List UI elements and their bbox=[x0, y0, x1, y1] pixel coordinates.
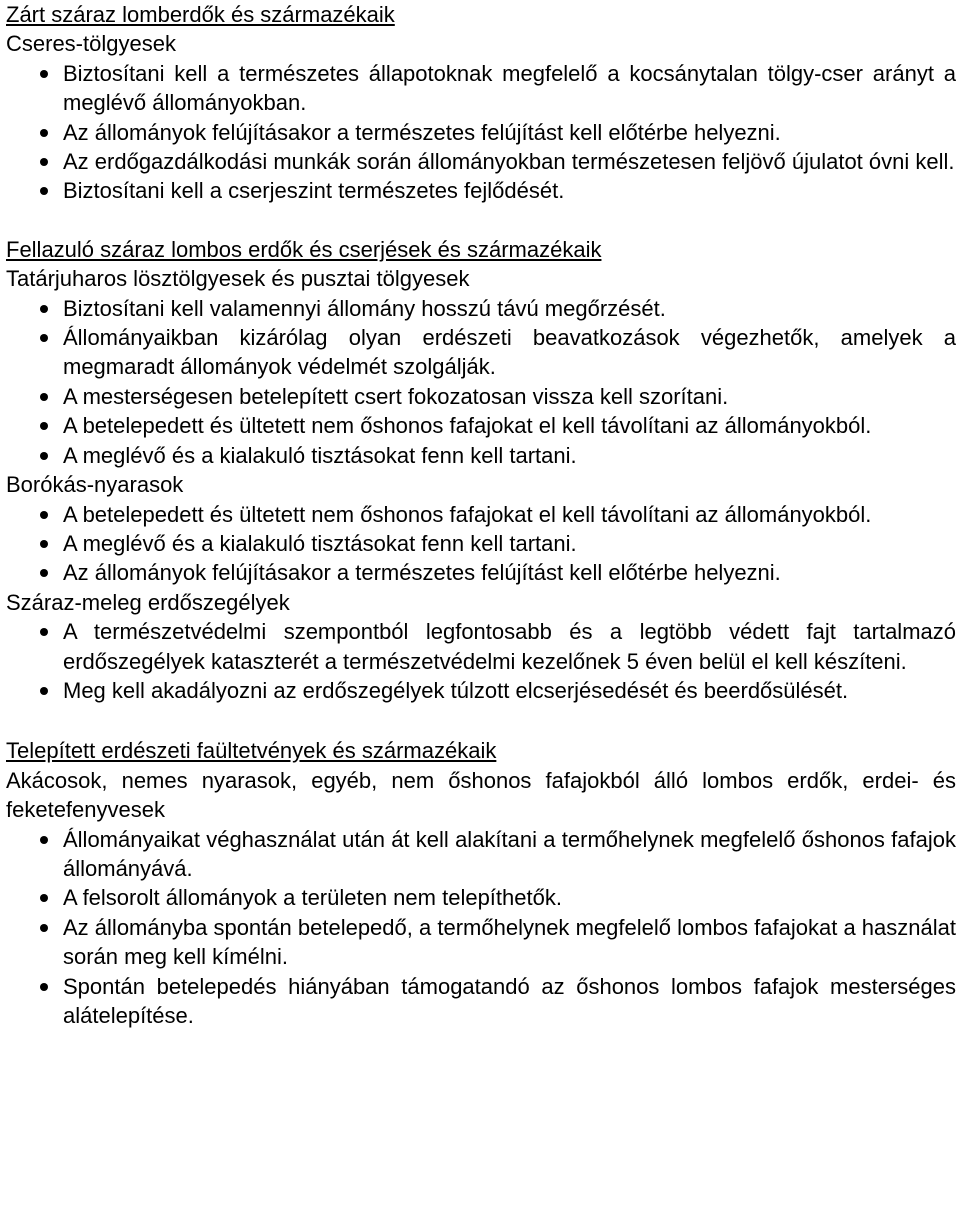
bullet-icon bbox=[40, 129, 48, 137]
bullet-icon bbox=[40, 70, 48, 78]
subheading: Borókás-nyarasok bbox=[6, 472, 184, 498]
list-item bbox=[6, 411, 960, 440]
bullet-list bbox=[6, 825, 960, 1031]
bullet-icon bbox=[40, 511, 48, 519]
list-item bbox=[6, 883, 960, 912]
spacer bbox=[6, 705, 960, 736]
list-item bbox=[6, 617, 960, 676]
bullet-icon bbox=[40, 894, 48, 902]
list-item bbox=[6, 500, 960, 529]
list-item-text: A meglévő és a kialakuló tisztásokat fenn kell tartani. bbox=[63, 442, 577, 468]
bullet-icon bbox=[40, 924, 48, 932]
section-title: Fellazuló száraz lombos erdők és cserjések és származékaik bbox=[6, 236, 602, 262]
list-item-text: Az erdőgazdálkodási munkák során állományokban természetesen feljövő újulatot óvni kell. bbox=[63, 149, 955, 175]
list-item-text: Állományaikat véghasználat után át kell alakítani a termőhelynek megfelelő őshonos fafajok állományává. bbox=[63, 826, 956, 881]
list-item-text: Meg kell akadályozni az erdőszegélyek túlzott elcserjésedését és beerdősülését. bbox=[63, 677, 849, 703]
list-item-text: Állományaikban kizárólag olyan erdészeti beavatkozások végezhetők, amelyek a megmaradt állományok védelmét szolgálják. bbox=[63, 325, 956, 380]
list-item bbox=[6, 323, 960, 382]
list-item bbox=[6, 825, 960, 884]
bullet-icon bbox=[40, 158, 48, 166]
bullet-icon bbox=[40, 569, 48, 577]
list-item bbox=[6, 529, 960, 558]
list-item bbox=[6, 558, 960, 587]
bullet-list bbox=[6, 294, 960, 470]
bullet-icon bbox=[40, 305, 48, 313]
bullet-list bbox=[6, 500, 960, 588]
list-item bbox=[6, 118, 960, 147]
section-title: Zárt száraz lomberdők és származékaik bbox=[6, 2, 395, 27]
bullet-icon bbox=[40, 540, 48, 548]
list-item bbox=[6, 294, 960, 323]
subheading: Akácosok, nemes nyarasok, egyéb, nem őshonos fafajokból álló lombos erdők, erdei- és feketefenyvesek bbox=[6, 767, 956, 823]
list-item-text: Az állományok felújításakor a természetes felújítást kell előtérbe helyezni. bbox=[63, 119, 781, 145]
bullet-list bbox=[6, 617, 960, 705]
subheading: Száraz-meleg erdőszegélyek bbox=[6, 589, 290, 615]
list-item bbox=[6, 676, 960, 705]
list-item-text: A betelepedett és ültetett nem őshonos fafajokat el kell távolítani az állományokból. bbox=[63, 413, 872, 439]
list-item bbox=[6, 441, 960, 470]
bullet-icon bbox=[40, 334, 48, 342]
list-item bbox=[6, 59, 960, 118]
list-item bbox=[6, 147, 960, 176]
list-item-text: A betelepedett és ültetett nem őshonos fafajokat el kell távolítani az állományokból. bbox=[63, 501, 872, 527]
bullet-icon bbox=[40, 983, 48, 991]
bullet-icon bbox=[40, 452, 48, 460]
subheading: Tatárjuharos lösztölgyesek és pusztai tölgyesek bbox=[6, 266, 470, 292]
list-item-text: Spontán betelepedés hiányában támogatandó az őshonos lombos fafajok mesterséges alátelepítése. bbox=[63, 973, 956, 1028]
list-item-text: Az állományba spontán betelepedő, a termőhelynek megfelelő lombos fafajokat a használat során meg kell kímélni. bbox=[63, 914, 956, 970]
list-item-text: Biztosítani kell a cserjeszint természetes fejlődését. bbox=[63, 178, 565, 204]
bullet-list bbox=[6, 59, 960, 206]
list-item-text: Biztosítani kell a természetes állapotoknak megfelelő a kocsánytalan tölgy-cser arányt a meglévő állományokban. bbox=[63, 60, 956, 116]
bullet-icon bbox=[40, 687, 48, 695]
list-item bbox=[6, 382, 960, 411]
list-item-text: A természetvédelmi szempontból legfontosabb és a legtöbb védett fajt tartalmazó erdőszegélyek kataszterét a természetvédelmi kezelőnek 5 éven belül el kell készíteni. bbox=[63, 619, 956, 674]
subheading: Cseres-tölgyesek bbox=[6, 31, 176, 57]
bullet-icon bbox=[40, 836, 48, 844]
list-item-text: A mesterségesen betelepített csert fokozatosan vissza kell szorítani. bbox=[63, 383, 729, 409]
list-item bbox=[6, 176, 960, 205]
list-item-text: Az állományok felújításakor a természetes felújítást kell előtérbe helyezni. bbox=[63, 560, 781, 586]
bullet-icon bbox=[40, 422, 48, 430]
list-item bbox=[6, 913, 960, 972]
list-item bbox=[6, 972, 960, 1031]
bullet-icon bbox=[40, 393, 48, 401]
bullet-icon bbox=[40, 628, 48, 636]
spacer bbox=[6, 206, 960, 235]
list-item-text: A meglévő és a kialakuló tisztásokat fenn kell tartani. bbox=[63, 530, 577, 556]
list-item-text: A felsorolt állományok a területen nem telepíthetők. bbox=[63, 885, 562, 911]
bullet-icon bbox=[40, 187, 48, 195]
section-title: Telepített erdészeti faültetvények és származékaik bbox=[6, 738, 497, 764]
list-item-text: Biztosítani kell valamennyi állomány hosszú távú megőrzését. bbox=[63, 295, 666, 321]
